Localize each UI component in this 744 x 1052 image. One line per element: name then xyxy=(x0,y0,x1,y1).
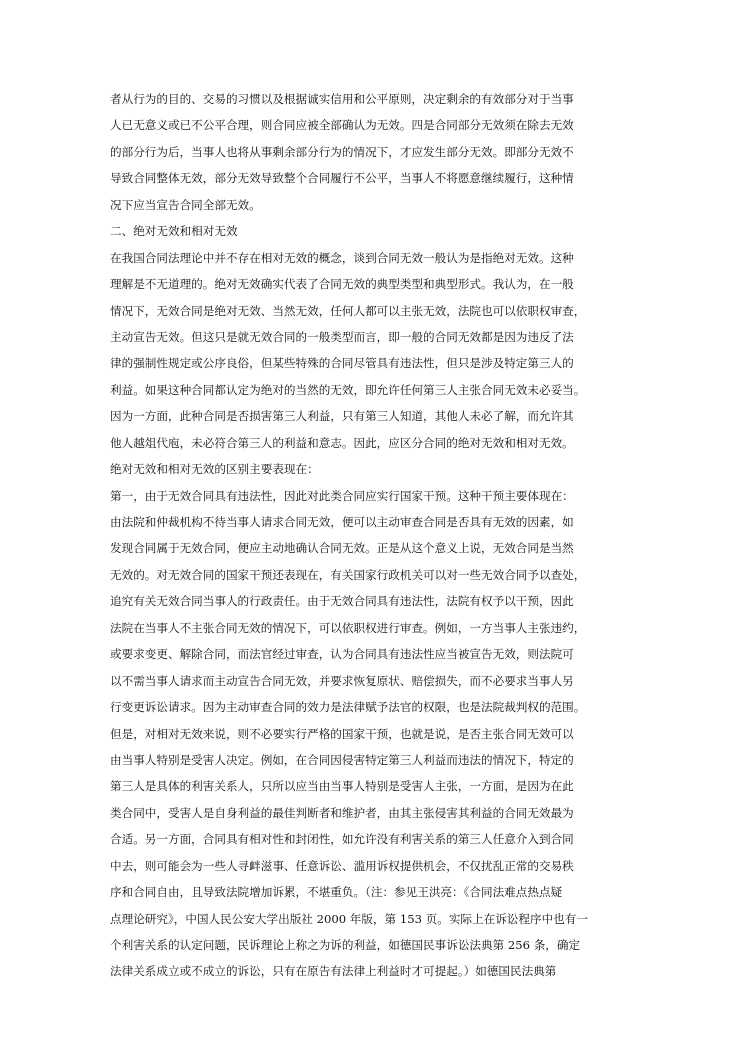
text-line: 法律关系成立或不成立的诉讼，只有在原告有法律上利益时才可提起。）如德国民法典第 xyxy=(110,964,557,979)
text-line: 他人越俎代庖，未必符合第三人的利益和意志。因此，应区分合同的绝对无效和相对无效。 xyxy=(110,435,574,450)
text-line: 主动宣告无效。但这只是就无效合同的一般类型而言，即一般的合同无效都是因为违反了法 xyxy=(110,329,574,344)
text-line: 行变更诉讼请求。因为主动审查合同的效力是法律赋予法官的权限，也是法院裁判权的范围。 xyxy=(110,700,586,715)
text-line: 合适。另一方面，合同具有相对性和封闭性，如允许没有利害关系的第三人任意介入到合同 xyxy=(110,832,574,847)
text-line: 在我国合同法理论中并不存在相对无效的概念，谈到合同无效一般认为是指绝对无效。这种 xyxy=(110,250,574,265)
text-line: 或要求变更、解除合同，而法官经过审查，认为合同具有违法性应当被宣告无效，则法院可 xyxy=(110,647,574,662)
text-line: 者从行为的目的、交易的习惯以及根据诚实信用和公平原则，决定剩余的有效部分对于当事 xyxy=(110,92,574,106)
text-line: 理解是不无道理的。绝对无效确实代表了合同无效的典型类型和典型形式。我认为，在一般 xyxy=(110,277,574,292)
text-line: 导致合同整体无效，部分无效导致整个合同履行不公平，当事人不将愿意继续履行，这种情 xyxy=(110,171,574,186)
text-line: 追究有关无效合同当事人的行政责任。由于无效合同具有违法性，法院有权予以干预，因此 xyxy=(110,594,574,609)
text-line: 中去，则可能会为一些人寻衅滋事、任意诉讼、滥用诉权提供机会，不仅扰乱正常的交易秩 xyxy=(110,858,574,873)
text-line: 利益。如果这种合同都认定为绝对的当然的无效，即允许任何第三人主张合同无效未必妥当。 xyxy=(110,382,586,397)
text-line: 序和合同自由，且导致法院增加诉累，不堪重负。（注：参见王洪亮：《合同法难点热点疑 xyxy=(110,885,563,900)
text-line: 因为一方面，此种合同是否损害第三人利益，只有第三人知道，其他人未必了解，而允许其 xyxy=(110,409,574,424)
text-line: 以不需当事人请求而主动宣告合同无效，并要求恢复原状、赔偿损失，而不必要求当事人另 xyxy=(110,673,574,688)
text-line: 情况下，无效合同是绝对无效、当然无效，任何人都可以主张无效，法院也可以依职权审查， xyxy=(110,303,586,318)
text-line: 无效的。对无效合同的国家干预还表现在，有关国家行政机关可以对一些无效合同予以查处， xyxy=(110,567,586,582)
text-line: 律的强制性规定或公序良俗，但某些特殊的合同尽管具有违法性，但只是涉及特定第三人的 xyxy=(110,356,574,371)
text-line: 第一，由于无效合同具有违法性，因此对此类合同应实行国家干预。这种干预主要体现在： xyxy=(110,488,574,503)
text-line: 但是，对相对无效来说，则不必要实行严格的国家干预，也就是说，是否主张合同无效可以 xyxy=(110,726,574,741)
text-line: 的部分行为后，当事人也将从事剩余部分行为的情况下，才应发生部分无效。即部分无效不 xyxy=(110,144,574,159)
text-line: 发现合同属于无效合同，便应主动地确认合同无效。正是从这个意义上说，无效合同是当然 xyxy=(110,541,574,556)
text-line: 类合同中，受害人是自身利益的最佳判断者和维护者，由其主张侵害其利益的合同无效最为 xyxy=(110,805,574,820)
document-body xyxy=(110,86,640,985)
text-line: 法院在当事人不主张合同无效的情况下，可以依职权进行审查。例如，一方当事人主张违约， xyxy=(110,620,586,635)
text-line: 由法院和仲裁机构不待当事人请求合同无效，便可以主动审查合同是否具有无效的因素，如 xyxy=(110,515,574,529)
text-line: 绝对无效和相对无效的区别主要表现在： xyxy=(110,462,319,477)
text-line: 第三人是具体的利害关系人，只所以应当由当事人特别是受害人主张，一方面，是因为在此 xyxy=(110,779,574,794)
text-line: 个利害关系的认定问题，民诉理论上称之为诉的利益，如德国民事诉讼法典第 256 条，确定 xyxy=(110,938,581,952)
text-line: 点理论研究》，中国人民公安大学出版社 2000 年版，第 153 页。实际上在诉讼程序中也有一 xyxy=(110,911,588,926)
text-line: 人已无意义或已不公平合理，则合同应被全部确认为无效。四是合同部分无效须在除去无效 xyxy=(110,118,574,133)
section-heading: 二、绝对无效和相对无效 xyxy=(110,224,238,239)
text-line: 况下应当宣告合同全部无效。 xyxy=(110,197,261,212)
text-line: 由当事人特别是受害人决定。例如，在合同因侵害特定第三人利益而违法的情况下，特定的 xyxy=(110,752,574,767)
